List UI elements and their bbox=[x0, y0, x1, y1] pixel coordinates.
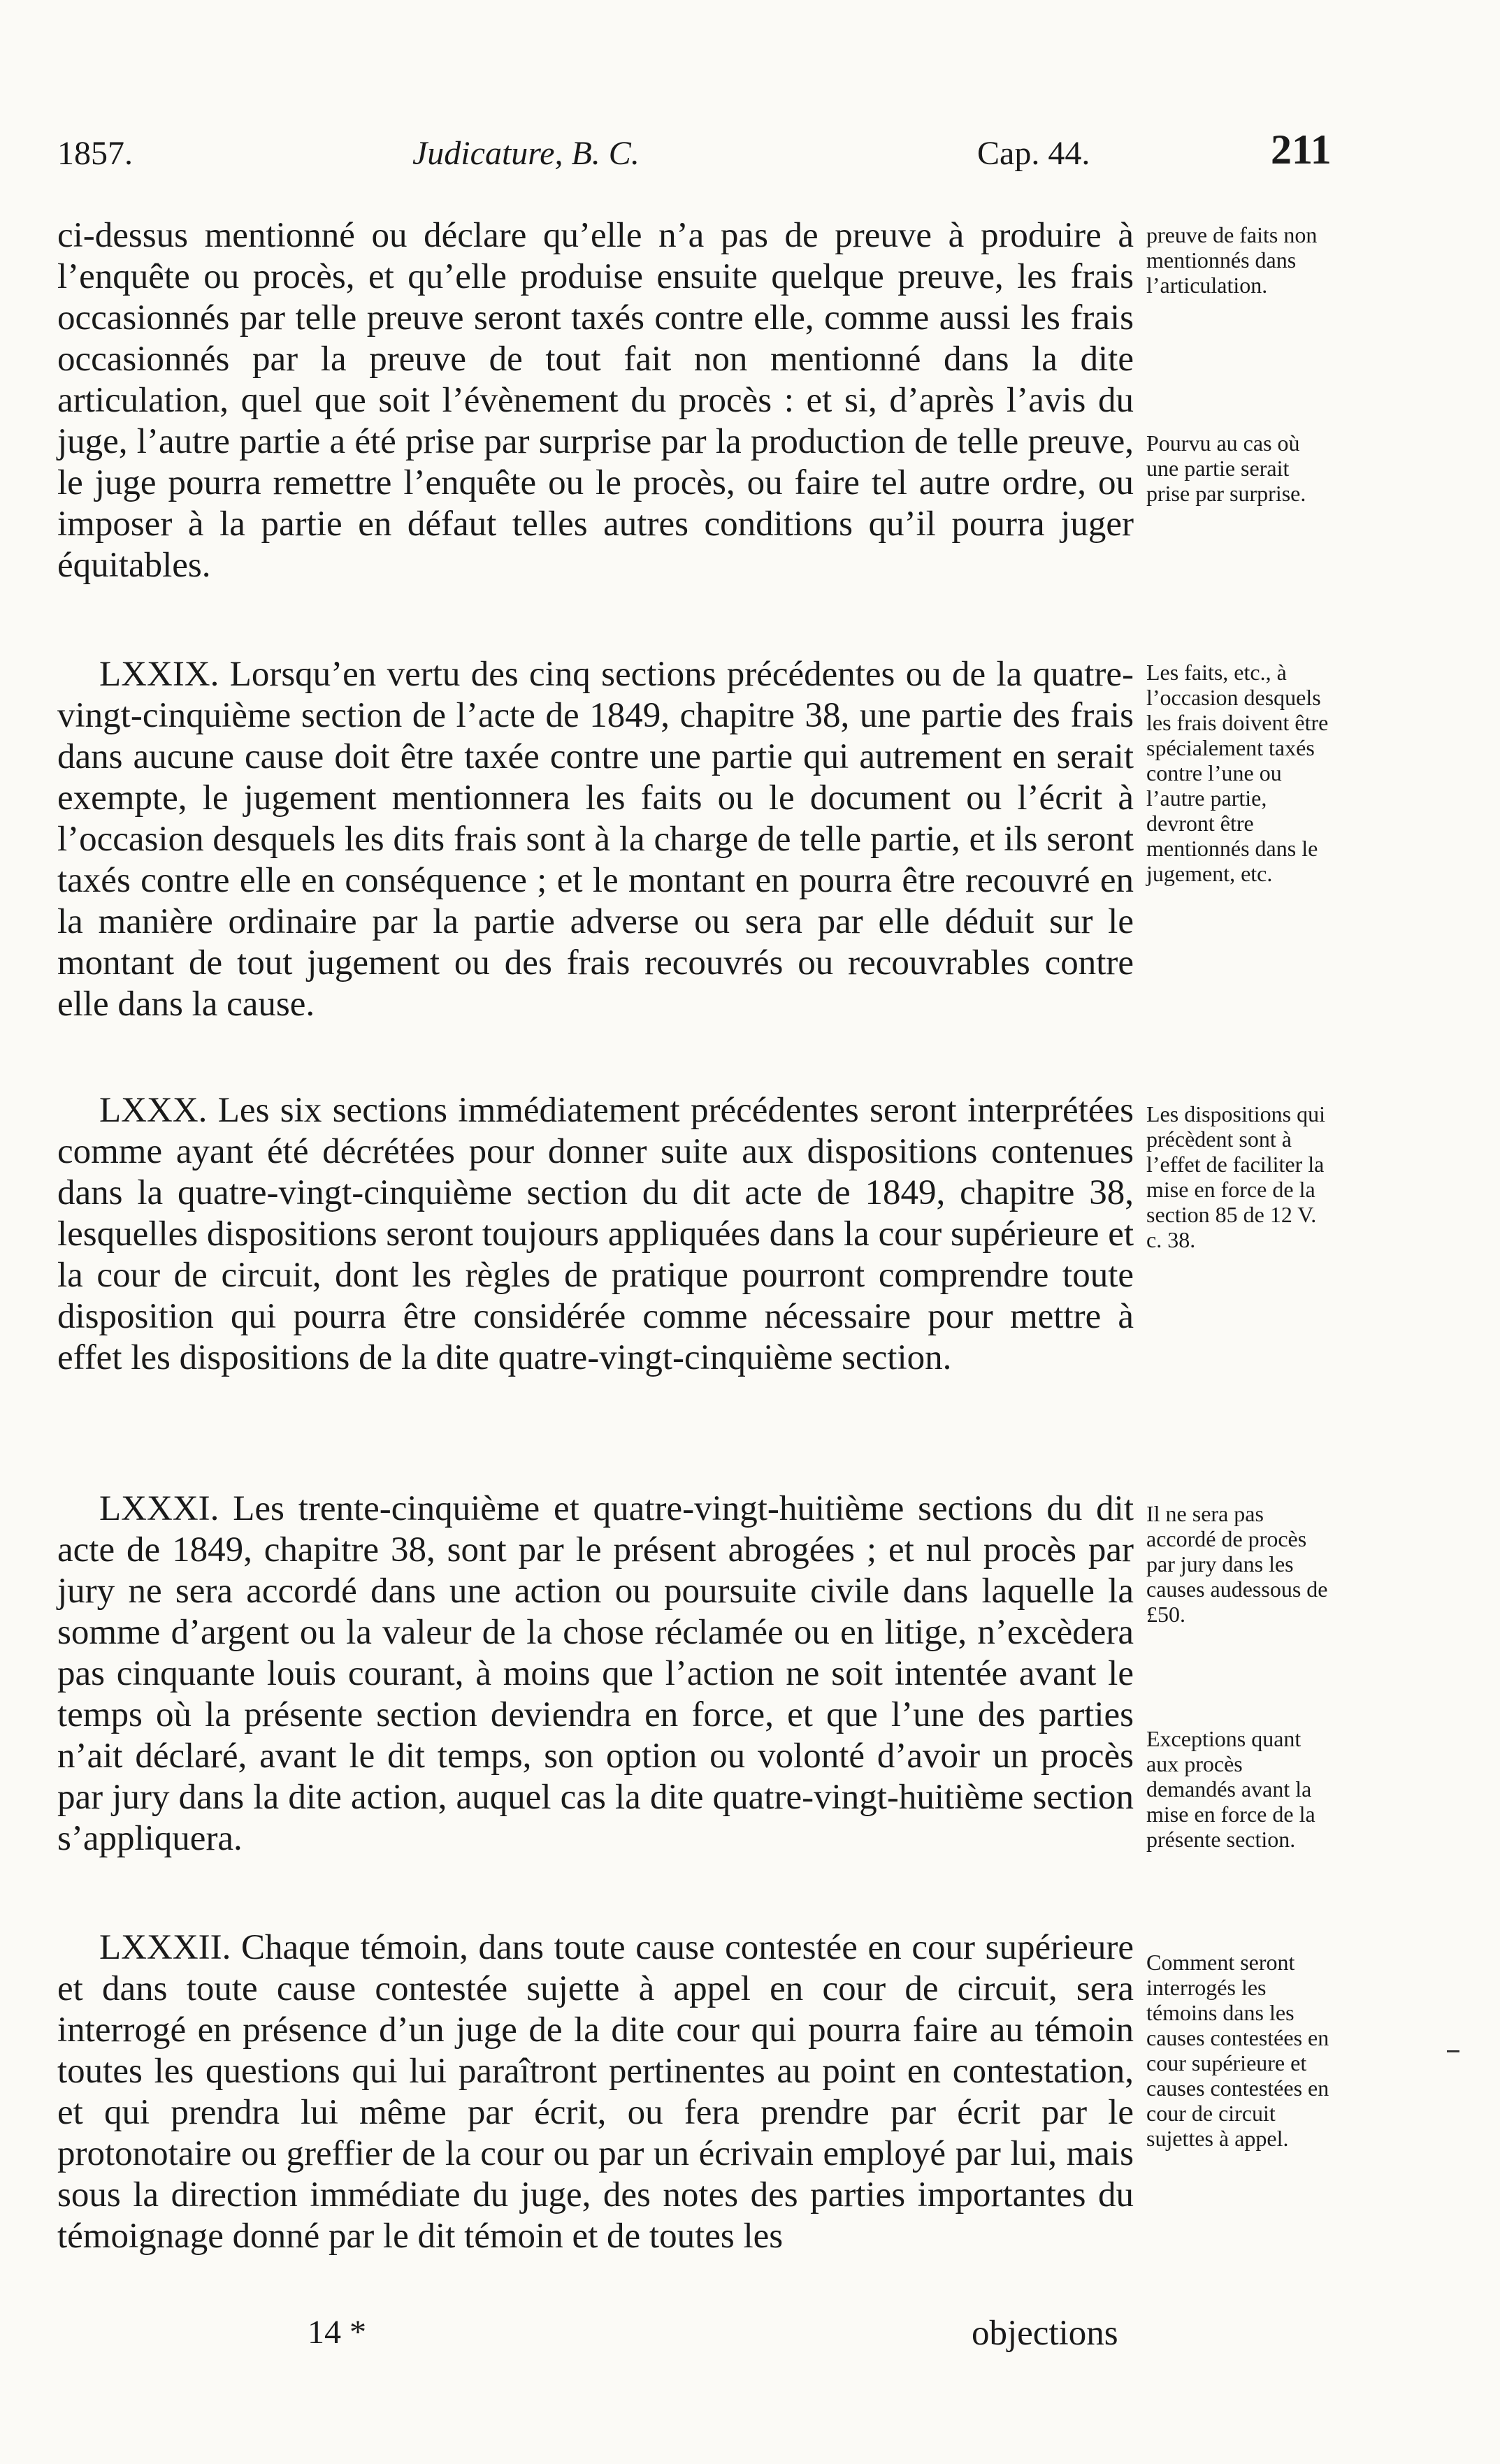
header-year: 1857. bbox=[57, 135, 133, 172]
page-number: 211 bbox=[1271, 126, 1332, 173]
signature-mark: 14 * bbox=[308, 2314, 366, 2351]
paragraph-text: LXXXII. Chaque témoin, dans toute cause contestée en cour supérieure et dans toute cause contestée sujette à appel en cour de circuit, sera interrogé en présence d’un juge de la dite cour qui pourra faire au témoin toutes les questions qui lui paraîtront pertinentes au point en contestation, et qui prendra lui même par écrit, ou fera prendre par écrit par le protonotaire ou greffier de la cour ou par un écrivain employé par lui, mais sous la direction immédiate du juge, des notes des parties importantes du témoignage donné par le dit témoin et de toutes les bbox=[57, 1928, 1134, 2256]
header-title: Judicature, B. C. bbox=[412, 135, 640, 172]
section-lxxxi bbox=[57, 1488, 1134, 1860]
margin-note: preuve de faits non mentionnés dans l’articulation. bbox=[1146, 222, 1318, 298]
paragraph-continuation bbox=[57, 215, 1134, 586]
section-lxxx bbox=[57, 1090, 1134, 1379]
paragraph-text: ci-dessus mentionné ou déclare qu’elle n’a pas de preuve à produire à l’enquête ou procès, et qu’elle produise ensuite quelque preuve, les frais occasionnés par telle preuve seront taxés contre elle, comme aussi les frais occasionnés par la preuve de tout fait non mentionné dans la dite articulation, quel que soit l’évènement du procès : et si, d’après l’avis du juge, l’autre partie a été prise par surprise par la production de telle preuve, le juge pourra remettre l’enquête ou le procès, ou faire tel autre ordre, ou imposer à la partie en défaut telles autres conditions qu’il pourra juger équitables. bbox=[57, 216, 1134, 585]
margin-dash bbox=[1447, 2050, 1459, 2052]
paragraph-text: LXXIX. Lorsqu’en vertu des cinq sections précédentes ou de la quatre-vingt-cinquième section de l’acte de 1849, chapitre 38, une partie des frais dans aucune cause doit être taxée contre une partie qui autrement en serait exempte, le jugement mentionnera les faits ou le document ou l’écrit à l’occasion desquels les dits frais sont à la charge de telle partie, et ils seront taxés contre elle en conséquence ; et le montant en pourra être recouvré en la manière ordinaire par la partie adverse ou sera par elle déduit sur le montant de tout jugement ou des frais recouvrés ou recouvrables contre elle dans la cause. bbox=[57, 655, 1134, 1024]
catchword: objections bbox=[972, 2314, 1118, 2353]
paragraph-text: LXXX. Les six sections immédiatement précédentes seront interprétées comme ayant été décrétées pour donner suite aux dispositions contenues dans la quatre-vingt-cinquième section du dit acte de 1849, chapitre 38, lesquelles dispositions seront toujours appliquées dans la cour supérieure et la cour de circuit, dont les règles de pratique pourront comprendre toute disposition qui pourra être considérée comme nécessaire pour mettre à effet les dispositions de la dite quatre-vingt-cinquième section. bbox=[57, 1091, 1134, 1377]
section-lxxix bbox=[57, 654, 1134, 1025]
section-lxxxii bbox=[57, 1927, 1134, 2257]
margin-note: Exceptions quant aux procès demandés avant la mise en force de la présente section. bbox=[1146, 1726, 1315, 1852]
paragraph-text: LXXXI. Les trente-cinquième et quatre-vingt-huitième sections du dit acte de 1849, chapitre 38, sont par le présent abrogées ; et nul procès par jury ne sera accordé dans une action ou poursuite civile dans laquelle la somme d’argent ou la valeur de la chose réclamée ou en litige, n’excèdera pas cinquante louis courant, à moins que l’action ne soit intentée avant le temps où la présente section deviendra en force, et que l’une des parties n’ait déclaré, avant le dit temps, son option ou volonté d’avoir un procès par jury dans la dite action, auquel cas la dite quatre-vingt-huitième section s’appliquera. bbox=[57, 1489, 1134, 1858]
margin-note: Pourvu au cas où une partie serait prise par surprise. bbox=[1146, 430, 1306, 506]
margin-note: Il ne sera pas accordé de procès par jury dans les causes audessous de £50. bbox=[1146, 1501, 1328, 1627]
header-chapter: Cap. 44. bbox=[977, 135, 1090, 172]
margin-note: Comment seront interrogés les témoins dans les causes contestées en cour supérieure et causes contestées en cour de circuit sujettes à appel. bbox=[1146, 1950, 1329, 2151]
margin-note: Les dispositions qui précèdent sont à l’effet de faciliter la mise en force de la section 85 de 12 V. c. 38. bbox=[1146, 1101, 1326, 1252]
margin-note: Les faits, etc., à l’occasion desquels les frais doivent être spécialement taxés contre l’une ou l’autre partie, devront être mentionnés dans le jugement, etc. bbox=[1146, 660, 1329, 886]
